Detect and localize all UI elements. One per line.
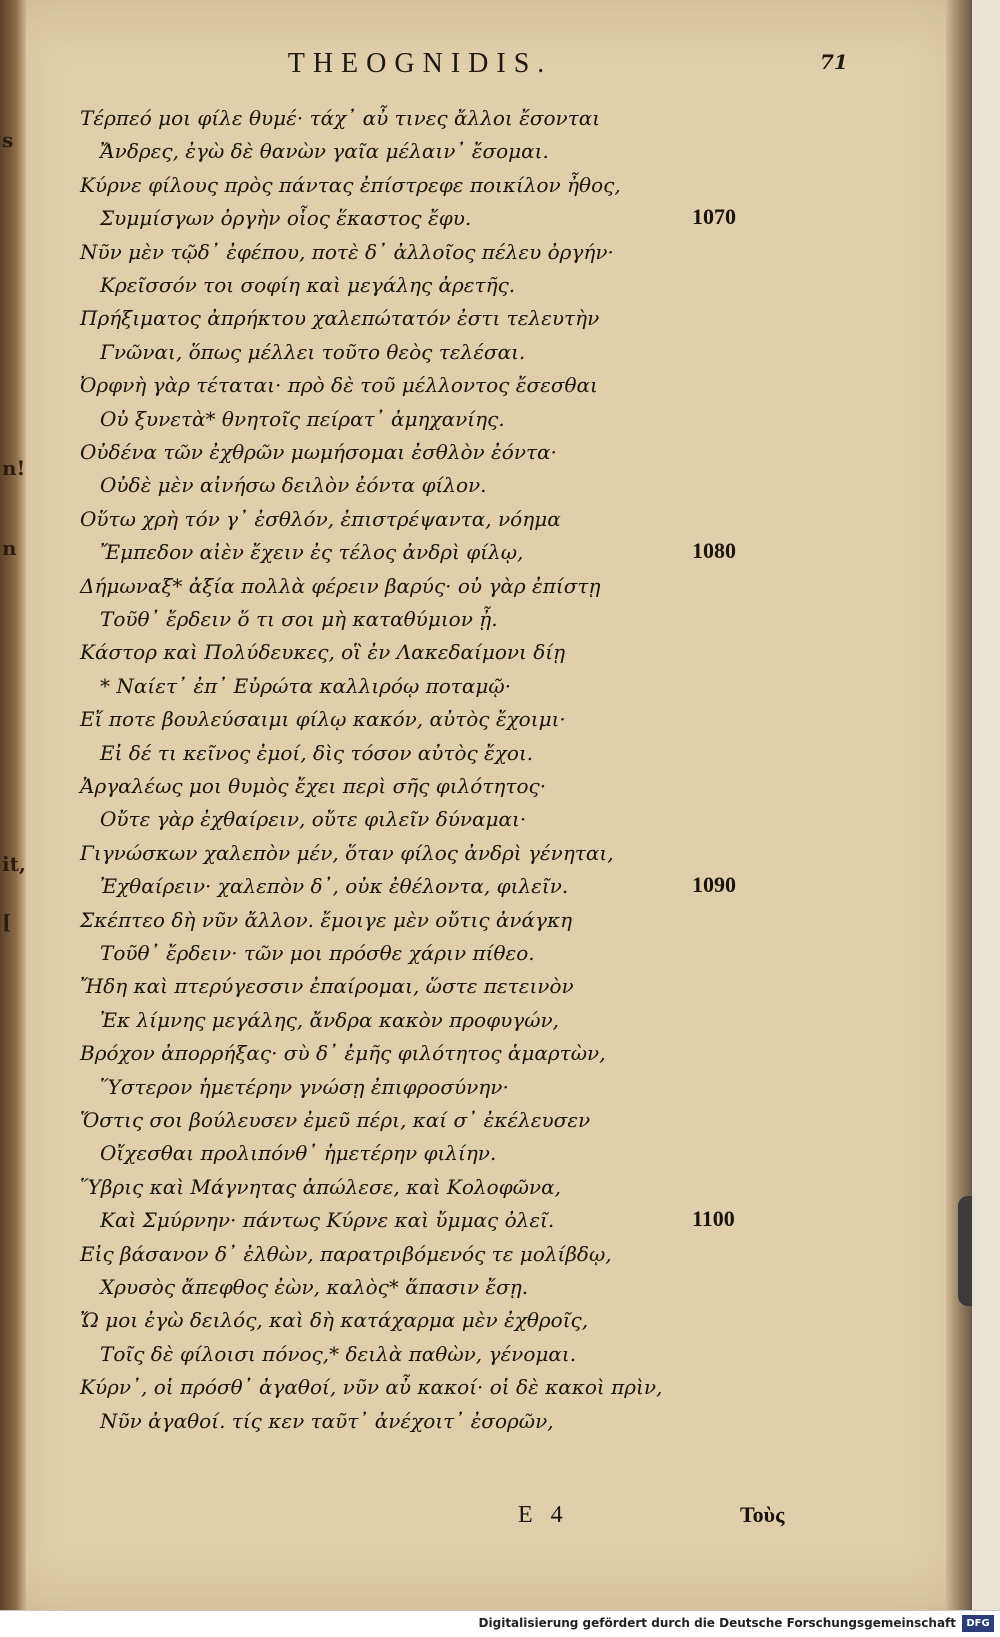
verse-line: Τοῦθ᾽ ἔρδειν ὅ τι σοι μὴ καταθύμιον ᾖ.: [100, 607, 498, 631]
line-number: 1100: [692, 1206, 735, 1232]
line-number: 1080: [692, 538, 736, 564]
footer-credit: Digitalisierung gefördert durch die Deutsche Forschungsgemeinschaft: [478, 1616, 956, 1630]
verse-line: Ἐκ λίμνης μεγάλης, ἄνδρα κακὸν προφυγών,: [100, 1007, 560, 1032]
verse-line: Ἤδη καὶ πτερύγεσσιν ἐπαίρομαι, ὥστε πετεινὸν: [80, 974, 574, 999]
verse-line: Ἔμπεδον αἰὲν ἔχειν ἐς τέλος ἀνδρὶ φίλῳ,: [100, 540, 524, 565]
left-margin-marks: s n! n it, [: [2, 128, 26, 934]
dfg-logo-icon: DFG: [962, 1615, 994, 1632]
verse-line: Ἐχθαίρειν· χαλεπὸν δ᾽, οὐκ ἐθέλοντα, φιλεῖν.: [100, 874, 569, 899]
verse-line: Τοῖς δὲ φίλοισι πόνος,* δειλὰ παθὼν, γένομαι.: [100, 1341, 577, 1366]
verse-line: Τοῦθ᾽ ἔρδειν· τῶν μοι πρόσθε χάριν πίθεο.: [100, 941, 535, 965]
verse-line: Ἄνδρες, ἐγὼ δὲ θανὼν γαῖα μέλαιν᾽ ἔσομαι.: [100, 139, 549, 164]
verse-line: Χρυσὸς ἄπεφθος ἐὼν, καλὸς* ἅπασιν ἔσῃ.: [100, 1275, 529, 1299]
verse-line: Τέρπεό μοι φίλε θυμέ· τάχ᾽ αὖ τινες ἄλλοι ἔσονται: [80, 106, 601, 130]
verse-line: Ὀρφνὴ γὰρ τέταται· πρὸ δὲ τοῦ μέλλοντος ἔσεσθαι: [80, 373, 598, 398]
folio-number: 71: [820, 50, 848, 74]
verse-line: Οὐδὲ μὲν αἰνήσω δειλὸν ἐόντα φίλον.: [100, 473, 487, 498]
verse-line: Ὅστις σοι βούλευσεν ἐμεῦ πέρι, καί σ᾽ ἐκέλευσεν: [80, 1108, 591, 1132]
verse-line: Γνῶναι, ὅπως μέλλει τοῦτο θεὸς τελέσαι.: [100, 339, 526, 364]
verse-line: Πρήξιματος ἀπρήκτου χαλεπώτατόν ἐστι τελευτὴν: [80, 306, 600, 331]
verse-line: Γιγνώσκων χαλεπὸν μέν, ὅταν φίλος ἀνδρὶ γένηται,: [80, 840, 614, 865]
running-head: THEOGNIDIS.: [287, 48, 553, 79]
verse-line: Οὐδένα τῶν ἐχθρῶν μωμήσομαι ἐσθλὸν ἐόντα·: [80, 440, 557, 464]
line-number: 1090: [692, 872, 736, 898]
verse-line: Κύρνε φίλους πρὸς πάντας ἐπίστρεφε ποικίλον ἦθος,: [80, 172, 621, 197]
verse-line: Κύρν᾽, οἱ πρόσθ᾽ ἀγαθοί, νῦν αὖ κακοί· οἱ δὲ κακοὶ πρὶν,: [80, 1375, 663, 1400]
verse-line: Εἰ δέ τι κεῖνος ἐμοί, δὶς τόσον αὐτὸς ἔχοι.: [100, 740, 534, 765]
verse-line: Οὔτε γὰρ ἐχθαίρειν, οὔτε φιλεῖν δύναμαι·: [100, 807, 527, 832]
verse-line: Νῦν μὲν τῷδ᾽ ἐφέπου, ποτὲ δ᾽ ἀλλοῖος πέλευ ὀργήν·: [80, 239, 614, 264]
verse-line: Νῦν ἀγαθοί. τίς κεν ταῦτ᾽ ἀνέχοιτ᾽ ἐσορῶν,: [100, 1408, 554, 1433]
verse-line: Ὕβρις καὶ Μάγνητας ἀπώλεσε, καὶ Κολοφῶνα,: [80, 1174, 561, 1199]
verse-line: Συμμίσγων ὀργὴν οἷος ἕκαστος ἔφυ.: [100, 206, 472, 231]
verse-line: Ἀργαλέως μοι θυμὸς ἔχει περὶ σῆς φιλότητος·: [80, 774, 547, 798]
catchword: Τοὺς: [740, 1502, 785, 1527]
verse-line: Οὐ ξυνετὰ* θνητοῖς πείρατ᾽ ἀμηχανίης.: [100, 406, 505, 431]
verse-line: Κάστορ καὶ Πολύδευκες, οἳ ἐν Λακεδαίμονι δίῃ: [80, 640, 566, 665]
footer-bar: [0, 1610, 1000, 1637]
verse-line: Ὕστερον ἡμετέρην γνώσῃ ἐπιφροσύνην·: [100, 1074, 509, 1099]
signature-mark: E 4: [518, 1502, 569, 1528]
verse-line: Καὶ Σμύρνην· πάντως Κύρνε καὶ ὔμμας ὀλεῖ.: [100, 1208, 555, 1233]
verse-line: Βρόχον ἀπορρήξας· σὺ δ᾽ ἐμῆς φιλότητος ἁμαρτὼν,: [80, 1041, 606, 1066]
verse-line: Ὤ μοι ἐγὼ δειλός, καὶ δὴ κατάχαρμα μὲν ἐχθροῖς,: [80, 1308, 589, 1333]
line-number: 1070: [692, 204, 736, 230]
verse-line: Οὕτω χρὴ τόν γ᾽ ἐσθλόν, ἐπιστρέψαντα, νόημα: [80, 506, 561, 531]
verse-line: Εἰς βάσανον δ᾽ ἐλθὼν, παρατριβόμενός τε μολίβδῳ,: [80, 1241, 612, 1266]
verse-line: Εἴ ποτε βουλεύσαιμι φίλῳ κακόν, αὐτὸς ἔχοιμι·: [80, 707, 566, 732]
verse-line: Σκέπτεο δὴ νῦν ἄλλον. ἔμοιγε μὲν οὔτις ἀνάγκη: [80, 907, 573, 932]
verse-line: Δήμωναξ* ἀξία πολλὰ φέρειν βαρύς· οὐ γὰρ ἐπίστῃ: [80, 573, 601, 598]
verse-line: Οἴχεσθαι προλιπόνθ᾽ ἡμετέρην φιλίην.: [100, 1141, 497, 1166]
verse-line: Κρεῖσσόν τοι σοφίη καὶ μεγάλης ἀρετῆς.: [100, 273, 516, 297]
verse-line: * Ναίετ᾽ ἐπ᾽ Εὐρώτα καλλιρόῳ ποταμῷ·: [100, 673, 512, 698]
